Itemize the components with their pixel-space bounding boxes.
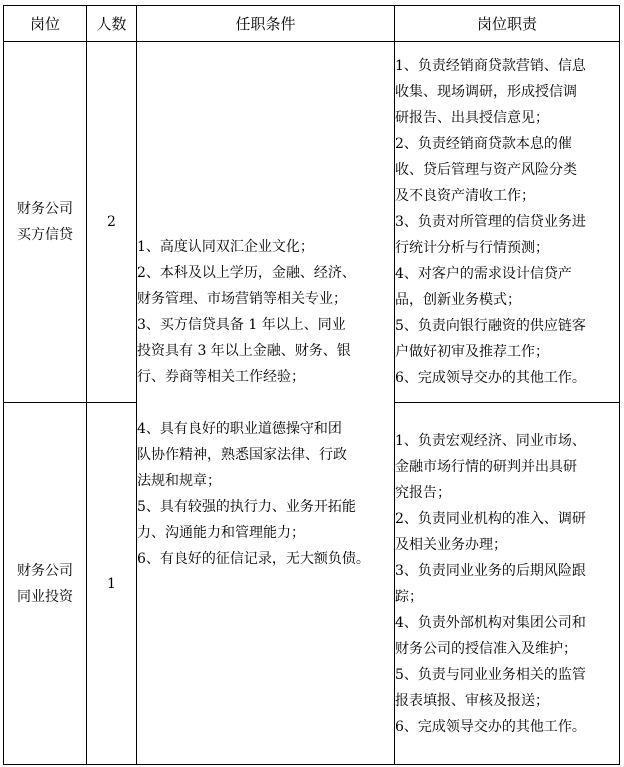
table-row (4, 42, 620, 403)
duty-line: 2、负责同业机构的准入、调研 (395, 510, 586, 527)
position-cell (4, 403, 87, 765)
requirement-line: 6、有良好的征信记录，无大额负债。 (137, 551, 370, 567)
position-cell (4, 42, 87, 403)
requirement-line: 财务管理、市场营销等相关专业； (137, 291, 347, 307)
header-duties: 岗位职责 (395, 6, 620, 42)
duties-cell (395, 403, 620, 765)
job-table (3, 5, 620, 765)
position-name-line: 买方信贷 (17, 227, 73, 243)
duty-line: 踪； (395, 588, 423, 605)
duty-line: 6、完成领导交办的其他工作。 (395, 370, 586, 386)
duty-line: 及相关业务办理； (395, 536, 507, 553)
requirement-line: 2、本科及以上学历，金融、经济、 (137, 265, 356, 281)
header-headcount: 人数 (87, 6, 137, 42)
duty-line: 2、负责经销商贷款本息的催 (395, 136, 572, 152)
duty-line: 4、负责外部机构对集团公司和 (395, 614, 586, 631)
duty-line: 报表填报、审核及报送； (395, 692, 549, 709)
duty-line: 究报告； (395, 484, 451, 501)
requirement-line: 5、具有较强的执行力、业务开拓能 (137, 499, 356, 515)
header-position: 岗位 (4, 6, 87, 42)
duty-line: 1、负责宏观经济、同业市场、 (395, 432, 586, 449)
requirement-line: 行、券商等相关工作经验； (137, 369, 305, 385)
duty-line: 研报告、出具授信意见； (395, 110, 549, 126)
requirement-line: 3、买方信贷具备 1 年以上、同业 (137, 317, 346, 333)
requirements-cell (137, 42, 395, 765)
duty-line: 财务公司的授信准入及维护； (395, 640, 577, 657)
duty-line: 6、完成领导交办的其他工作。 (395, 718, 586, 735)
headcount-cell: 1 (87, 403, 137, 765)
duty-line: 金融市场行情的研判并出具研 (395, 458, 577, 475)
duty-line: 收、贷后管理与资产风险分类 (395, 162, 577, 178)
duty-line: 3、负责对所管理的信贷业务进 (395, 214, 586, 230)
requirement-line: 4、具有良好的职业道德操守和团 (137, 421, 342, 437)
spacer (137, 390, 394, 416)
duty-line: 5、负责与同业业务相关的监管 (395, 666, 586, 683)
duty-line: 1、负责经销商贷款营销、信息 (395, 58, 586, 74)
position-name-line: 同业投资 (17, 588, 73, 605)
requirement-line: 1、高度认同双汇企业文化； (137, 239, 314, 255)
requirement-line: 投资具有 3 年以上金融、财务、银 (137, 343, 351, 359)
duty-line: 品，创新业务模式； (395, 292, 521, 308)
duties-cell (395, 42, 620, 403)
duty-line: 5、负责向银行融资的供应链客 (395, 318, 586, 334)
headcount-cell: 2 (87, 42, 137, 403)
duty-line: 及不良资产清收工作； (395, 188, 535, 204)
duty-line: 行统计分析与行情预测； (395, 240, 549, 256)
position-name-line: 财务公司 (17, 562, 73, 579)
requirement-line: 队协作精神，熟悉国家法律、行政 (137, 447, 347, 463)
duty-line: 收集、现场调研，形成授信调 (395, 84, 577, 100)
duty-line: 3、负责同业业务的后期风险跟 (395, 562, 586, 579)
position-name-line: 财务公司 (17, 201, 73, 217)
duty-line: 户做好初审及推荐工作； (395, 344, 549, 360)
duty-line: 4、对客户的需求设计信贷产 (395, 266, 572, 282)
requirement-line: 法规和规章； (137, 473, 221, 489)
header-requirements: 任职条件 (137, 6, 395, 42)
header-row (4, 6, 620, 42)
requirement-line: 力、沟通能力和管理能力； (137, 525, 305, 541)
